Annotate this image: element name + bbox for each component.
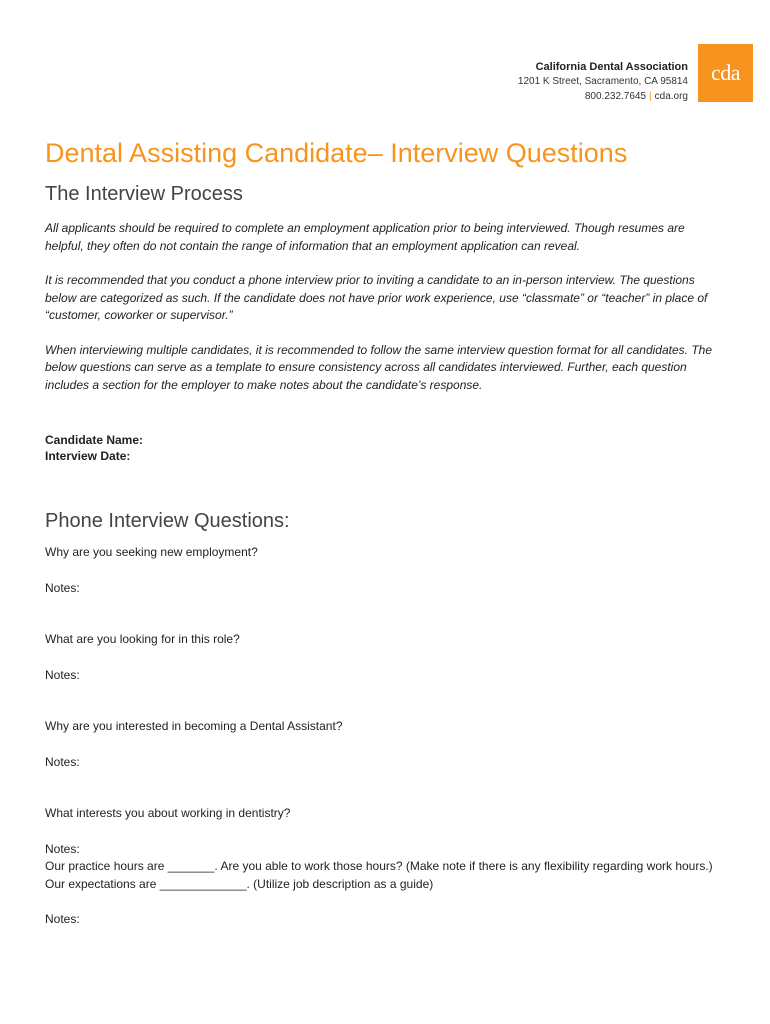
candidate-info [45,432,725,464]
notes-label-2: Notes: [45,667,80,682]
question-4: What interests you about working in dentistry? [45,806,291,820]
question-3: Why are you interested in becoming a Dental Assistant? [45,719,343,733]
question-2: What are you looking for in this role? [45,632,240,646]
practice-hours-line: Our practice hours are _______. Are you able to work those hours? (Make note if there is any flexibility regarding work hours.) [45,859,713,873]
notes-label-1: Notes: [45,580,80,595]
question-1: Why are you seeking new employment? [45,545,258,559]
interview-date-label: Interview Date: [45,449,131,463]
paragraph-phone-interview: It is recommended that you conduct a phone interview prior to inviting a candidate to an in-person interview. The questions below are categorized as such. If the candidate does not have prior work experience, use “classmate” or “teacher” in place of “customer, coworker or supervisor.” [45,273,708,322]
org-contact-block [518,44,688,104]
org-address: 1201 K Street, Sacramento, CA 95814 [517,76,688,87]
org-website[interactable]: cda.org [654,91,688,102]
notes-label-5: Notes: [45,912,80,926]
section-heading-phone-interview: Phone Interview Questions: [45,510,290,532]
letterhead [518,44,753,104]
notes-label-3: Notes: [45,754,80,769]
paragraph-multiple-candidates: When interviewing multiple candidates, it is recommended to follow the same interview question format for all candidates. The below questions can serve as a template to ensure consistency across all candidates interviewed. Further, each question includes a section for the employer to make notes about the candidate’s response. [45,342,712,392]
document-title: Dental Assisting Candidate– Interview Questions [45,138,628,168]
expectations-line: Our expectations are _____________. (Utilize job description as a guide) [45,876,434,891]
paragraph-applications: All applicants should be required to complete an employment application prior to being interviewed. Though resumes are helpful, they often do not contain the range of information that an employment application can reveal. [45,221,685,253]
separator: | [649,91,652,102]
notes-label-4: Notes: [45,841,80,856]
logo-text: cda [710,60,741,85]
cda-logo [698,44,753,102]
section-heading-interview-process: The Interview Process [45,183,243,205]
org-name: California Dental Association [535,61,688,73]
document-body [45,135,725,929]
candidate-name-label: Candidate Name: [45,433,144,447]
org-phone: 800.232.7645 [584,91,647,102]
org-phone-web [518,89,688,104]
